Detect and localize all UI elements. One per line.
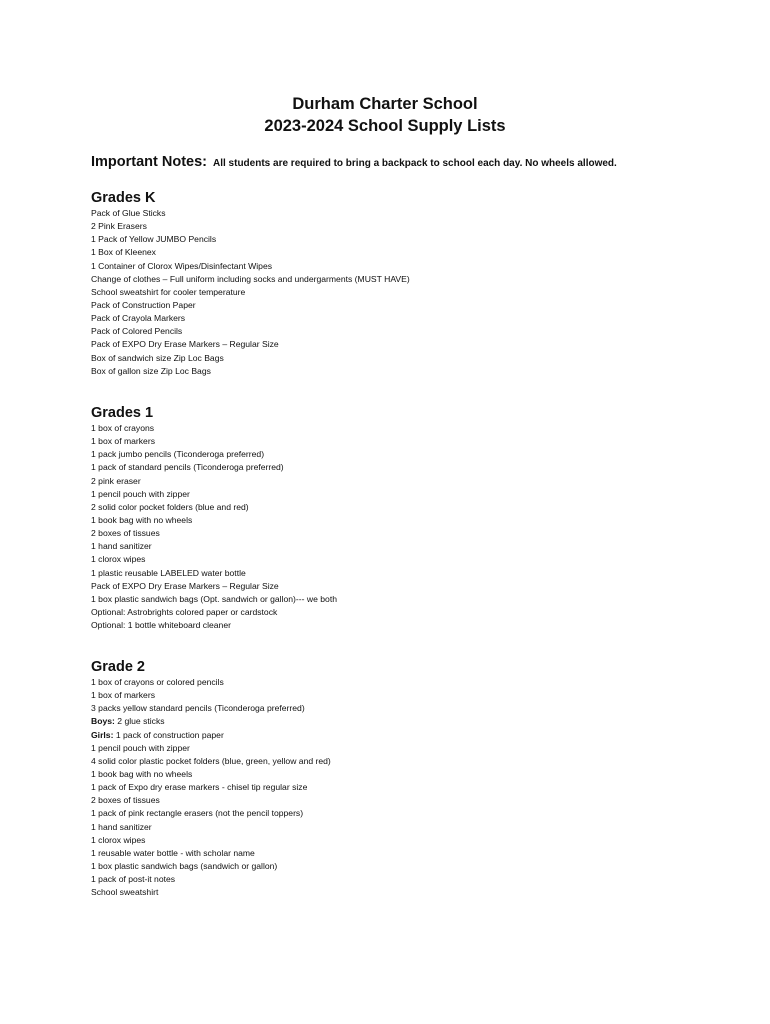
supply-item (91, 886, 691, 899)
supply-item (91, 781, 691, 794)
supply-item-text: Pack of Colored Pencils (91, 326, 183, 337)
supply-item (91, 580, 691, 593)
supply-item (91, 488, 691, 501)
supply-item (91, 847, 691, 860)
supply-item-text: 1 pack of standard pencils (Ticonderoga preferred) (91, 462, 284, 473)
supply-item (91, 860, 691, 873)
supply-item-text: Optional: 1 bottle whiteboard cleaner (91, 620, 231, 631)
supply-item (91, 246, 691, 259)
supply-item-text: 3 packs yellow standard pencils (Ticonderoga preferred) (91, 703, 305, 714)
supply-item (91, 619, 691, 632)
supply-item-text: 1 book bag with no wheels (91, 514, 193, 525)
supply-item-group-label: Boys: (91, 716, 115, 727)
supply-item (91, 299, 691, 312)
supply-item (91, 325, 691, 338)
supply-item-text: Pack of EXPO Dry Erase Markers – Regular Size (91, 580, 279, 591)
supply-item (91, 260, 691, 273)
document-title (0, 93, 770, 137)
supply-item-text: 1 Box of Kleenex (91, 247, 156, 258)
supply-item (91, 807, 691, 820)
supply-item (91, 873, 691, 886)
supply-item (91, 220, 691, 233)
title-school-name: Durham Charter School (292, 95, 478, 113)
supply-item-text: 1 hand sanitizer (91, 821, 152, 832)
section-heading: Grade 2 (91, 659, 145, 675)
title-list-year: 2023-2024 School Supply Lists (264, 117, 506, 135)
supply-list (91, 676, 691, 899)
supply-item (91, 794, 691, 807)
supply-item (91, 593, 691, 606)
supply-item-text: 1 pack of post-it notes (91, 874, 176, 885)
supply-item-text: Optional: Astrobrights colored paper or cardstock (91, 606, 278, 617)
supply-item-text: 1 Pack of Yellow JUMBO Pencils (91, 234, 217, 245)
supply-item (91, 448, 691, 461)
supply-item-text: 1 box plastic sandwich bags (sandwich or gallon) (91, 860, 278, 871)
supply-item-text: 1 book bag with no wheels (91, 768, 193, 779)
supply-item-text: 1 box of markers (91, 436, 155, 447)
section-grade-2 (91, 658, 691, 899)
supply-item-text: 1 box plastic sandwich bags (Opt. sandwich or gallon)--- we both (91, 593, 337, 604)
supply-item (91, 567, 691, 580)
supply-item-text: 2 boxes of tissues (91, 528, 160, 539)
supply-item (91, 606, 691, 619)
supply-item-text: 1 reusable water bottle - with scholar name (91, 847, 255, 858)
supply-item (91, 742, 691, 755)
supply-item (91, 768, 691, 781)
supply-item-text: 1 pack of Expo dry erase markers - chisel tip regular size (91, 782, 308, 793)
supply-list (91, 422, 691, 632)
supply-item-text: 1 box of markers (91, 690, 155, 701)
supply-item-text: 1 box of crayons or colored pencils (91, 677, 224, 687)
supply-item (91, 527, 691, 540)
supply-item (91, 233, 691, 246)
supply-item (91, 475, 691, 488)
supply-item-group-label: Girls: (91, 729, 114, 740)
supply-item-text: 1 plastic reusable LABELED water bottle (91, 567, 246, 578)
supply-item (91, 273, 691, 286)
supply-item (91, 312, 691, 325)
supply-item-text: 2 Pink Erasers (91, 221, 147, 232)
supply-item-text: Pack of Crayola Markers (91, 313, 186, 324)
supply-item-text: 2 solid color pocket folders (blue and red) (91, 501, 249, 512)
supply-item-text: 1 pack jumbo pencils (Ticonderoga preferred) (91, 449, 265, 460)
supply-item (91, 755, 691, 768)
supply-item (91, 435, 691, 448)
supply-item (91, 553, 691, 566)
supply-item-text: Pack of EXPO Dry Erase Markers – Regular Size (91, 339, 279, 350)
supply-item-text: 1 clorox wipes (91, 554, 146, 565)
supply-item (91, 422, 691, 435)
supply-item (91, 834, 691, 847)
supply-item (91, 365, 691, 378)
supply-item-text: 2 boxes of tissues (91, 795, 160, 806)
important-notes (91, 153, 617, 171)
section-grades-k (91, 189, 691, 378)
supply-item (91, 501, 691, 514)
supply-item-text: Pack of Construction Paper (91, 299, 196, 310)
supply-item (91, 676, 691, 689)
supply-item-text: 1 box of crayons (91, 423, 155, 433)
supply-item (91, 540, 691, 553)
supply-item-text: 2 pink eraser (91, 475, 141, 486)
supply-item (91, 715, 691, 728)
supply-item-text: 2 glue sticks (114, 716, 165, 727)
supply-item (91, 352, 691, 365)
supply-item (91, 461, 691, 474)
supply-item-text: 1 hand sanitizer (91, 541, 152, 552)
supply-item (91, 286, 691, 299)
supply-item-text: School sweatshirt (91, 887, 159, 898)
supply-item-text: School sweatshirt for cooler temperature (91, 286, 246, 297)
supply-item-text: Box of sandwich size Zip Loc Bags (91, 352, 224, 363)
supply-item-text: 1 pencil pouch with zipper (91, 488, 190, 499)
important-notes-label: Important Notes: (91, 154, 207, 170)
supply-item (91, 821, 691, 834)
supply-item (91, 207, 691, 220)
section-heading: Grades K (91, 190, 156, 206)
supply-item (91, 702, 691, 715)
supply-item (91, 514, 691, 527)
supply-item-text: 1 pack of construction paper (113, 729, 224, 740)
supply-item-text: 1 pack of pink rectangle erasers (not the pencil toppers) (91, 808, 304, 819)
supply-item-text: 1 Container of Clorox Wipes/Disinfectant Wipes (91, 260, 273, 271)
supply-item-text: 4 solid color plastic pocket folders (blue, green, yellow and red) (91, 755, 331, 766)
important-notes-text: All students are required to bring a backpack to school each day. No wheels allowed. (213, 158, 617, 169)
supply-item-text: Pack of Glue Sticks (91, 208, 166, 218)
supply-item-text: 1 pencil pouch with zipper (91, 742, 190, 753)
section-heading: Grades 1 (91, 405, 154, 421)
supply-item (91, 689, 691, 702)
supply-item-text: Box of gallon size Zip Loc Bags (91, 365, 211, 376)
section-grades-1 (91, 404, 691, 632)
supply-list (91, 207, 691, 378)
supply-item-text: 1 clorox wipes (91, 834, 146, 845)
supply-item-text: Change of clothes – Full uniform including socks and undergarments (MUST HAVE) (91, 273, 410, 284)
supply-item (91, 338, 691, 351)
supply-item (91, 729, 691, 742)
